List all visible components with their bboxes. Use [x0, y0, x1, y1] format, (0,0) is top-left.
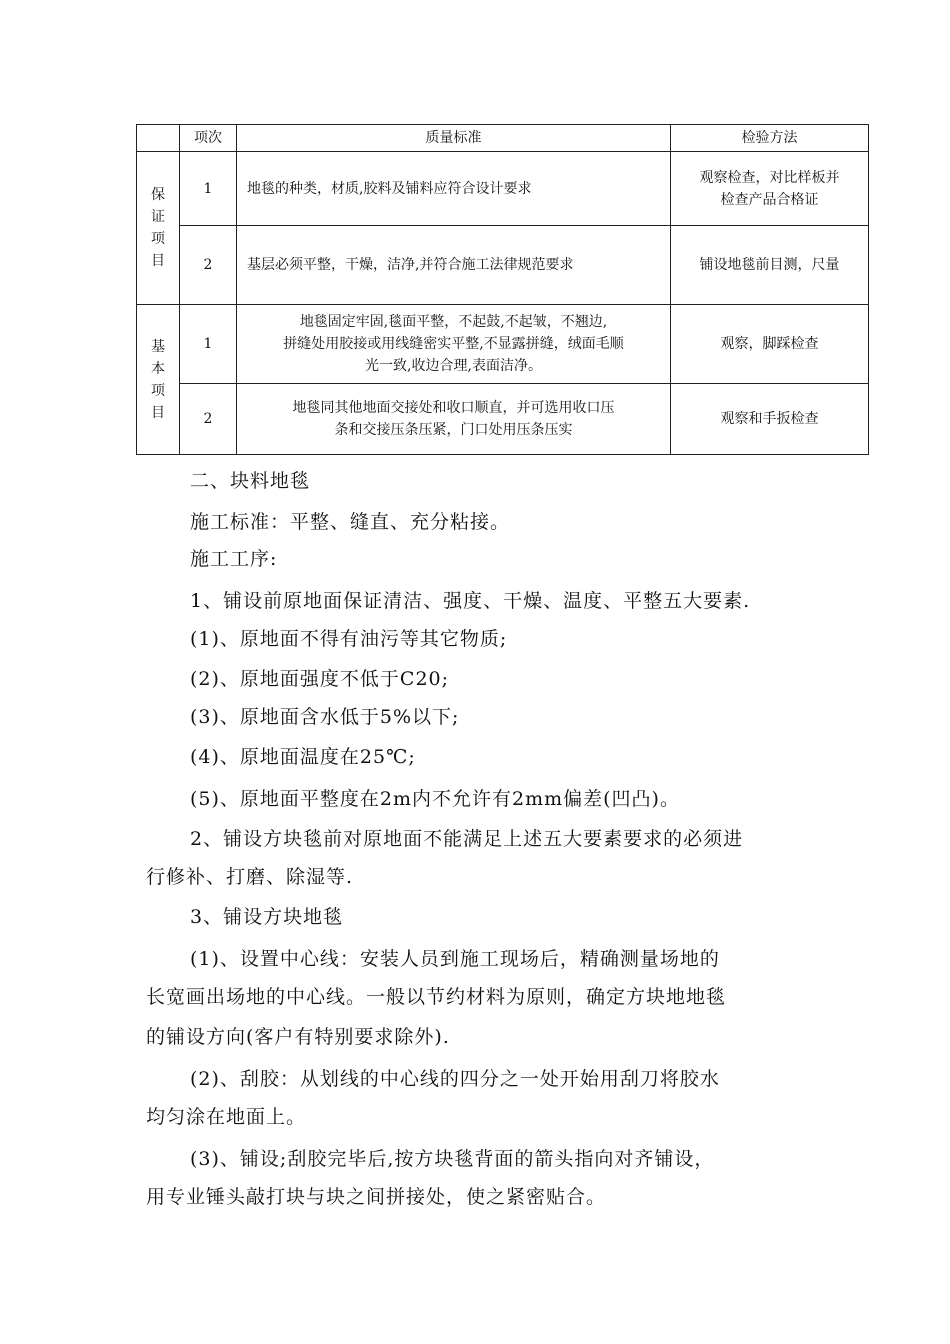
step-3-2-cont: 均匀涂在地面上。 [146, 1106, 307, 1128]
quality-standard: 基层必须平整，干燥，洁净,并符合施工法律规范要求 [237, 226, 671, 305]
item-no: 2 [180, 226, 237, 305]
process-title: 施工工序: [190, 548, 278, 570]
quality-standard: 地毯固定牢固,毯面平整，不起鼓,不起皱，不翘边, 拼缝处用胶接或用线缝密实平整,不显露拼缝，绒面毛顺 光一致,收边合理,表面洁净。 [237, 305, 671, 384]
step-3-2: (2)、刮胶：从划线的中心线的四分之一处开始用刮刀将胶水 [190, 1068, 720, 1090]
item-no: 1 [180, 305, 237, 384]
header-item-no: 项次 [180, 125, 237, 152]
header-standard: 质量标准 [237, 125, 671, 152]
item-no: 2 [180, 384, 237, 455]
item-no: 1 [180, 152, 237, 226]
table-row [137, 384, 869, 455]
inspection-method: 观察和手扳检查 [671, 384, 869, 455]
step-1-item: (2)、原地面强度不低于C20; [190, 668, 450, 690]
header-blank [137, 125, 180, 152]
quality-table [136, 124, 869, 455]
step-3-1-cont: 长宽画出场地的中心线。一般以节约材料为原则，确定方块地地毯 [146, 986, 727, 1008]
table-header-row [137, 125, 869, 152]
construction-standard: 施工标准：平整、缝直、充分粘接。 [190, 511, 511, 533]
step-3-1: (1)、设置中心线：安装人员到施工现场后，精确测量场地的 [190, 948, 720, 970]
table-row [137, 305, 869, 384]
step-1-item: (1)、原地面不得有油污等其它物质; [190, 628, 508, 650]
step-2-cont: 行修补、打磨、除湿等. [146, 866, 354, 888]
inspection-method: 观察检查，对比样板并 检查产品合格证 [671, 152, 869, 226]
inspection-method: 观察，脚踩检查 [671, 305, 869, 384]
quality-standard: 地毯的种类，材质,胶料及铺料应符合设计要求 [237, 152, 671, 226]
inspection-method: 铺设地毯前目测，尺量 [671, 226, 869, 305]
step-3: 3、铺设方块地毯 [190, 906, 344, 928]
step-1-item: (5)、原地面平整度在2m内不允许有2mm偏差(凹凸)。 [190, 788, 680, 810]
step-3-3-cont: 用专业锤头敲打块与块之间拼接处，使之紧密贴合。 [146, 1186, 607, 1208]
step-1: 1、铺设前原地面保证清洁、强度、干燥、温度、平整五大要素. [190, 590, 751, 612]
category-guarantee: 保 证 项 目 [137, 152, 180, 305]
step-3-1-cont: 的铺设方向(客户有特别要求除外). [146, 1026, 450, 1048]
section-title: 二、块料地毯 [190, 470, 311, 492]
step-2: 2、铺设方块毯前对原地面不能满足上述五大要素要求的必须进 [190, 828, 744, 850]
step-1-item: (3)、原地面含水低于5%以下; [190, 706, 460, 728]
table-row [137, 152, 869, 226]
step-1-item: (4)、原地面温度在25℃; [190, 746, 416, 768]
header-method: 检验方法 [671, 125, 869, 152]
quality-standard: 地毯同其他地面交接处和收口顺直，并可选用收口压 条和交接压条压紧，门口处用压条压实 [237, 384, 671, 455]
step-3-3: (3)、铺设;刮胶完毕后,按方块毯背面的箭头指向对齐铺设， [190, 1148, 715, 1170]
category-basic: 基 本 项 目 [137, 305, 180, 455]
table-row [137, 226, 869, 305]
